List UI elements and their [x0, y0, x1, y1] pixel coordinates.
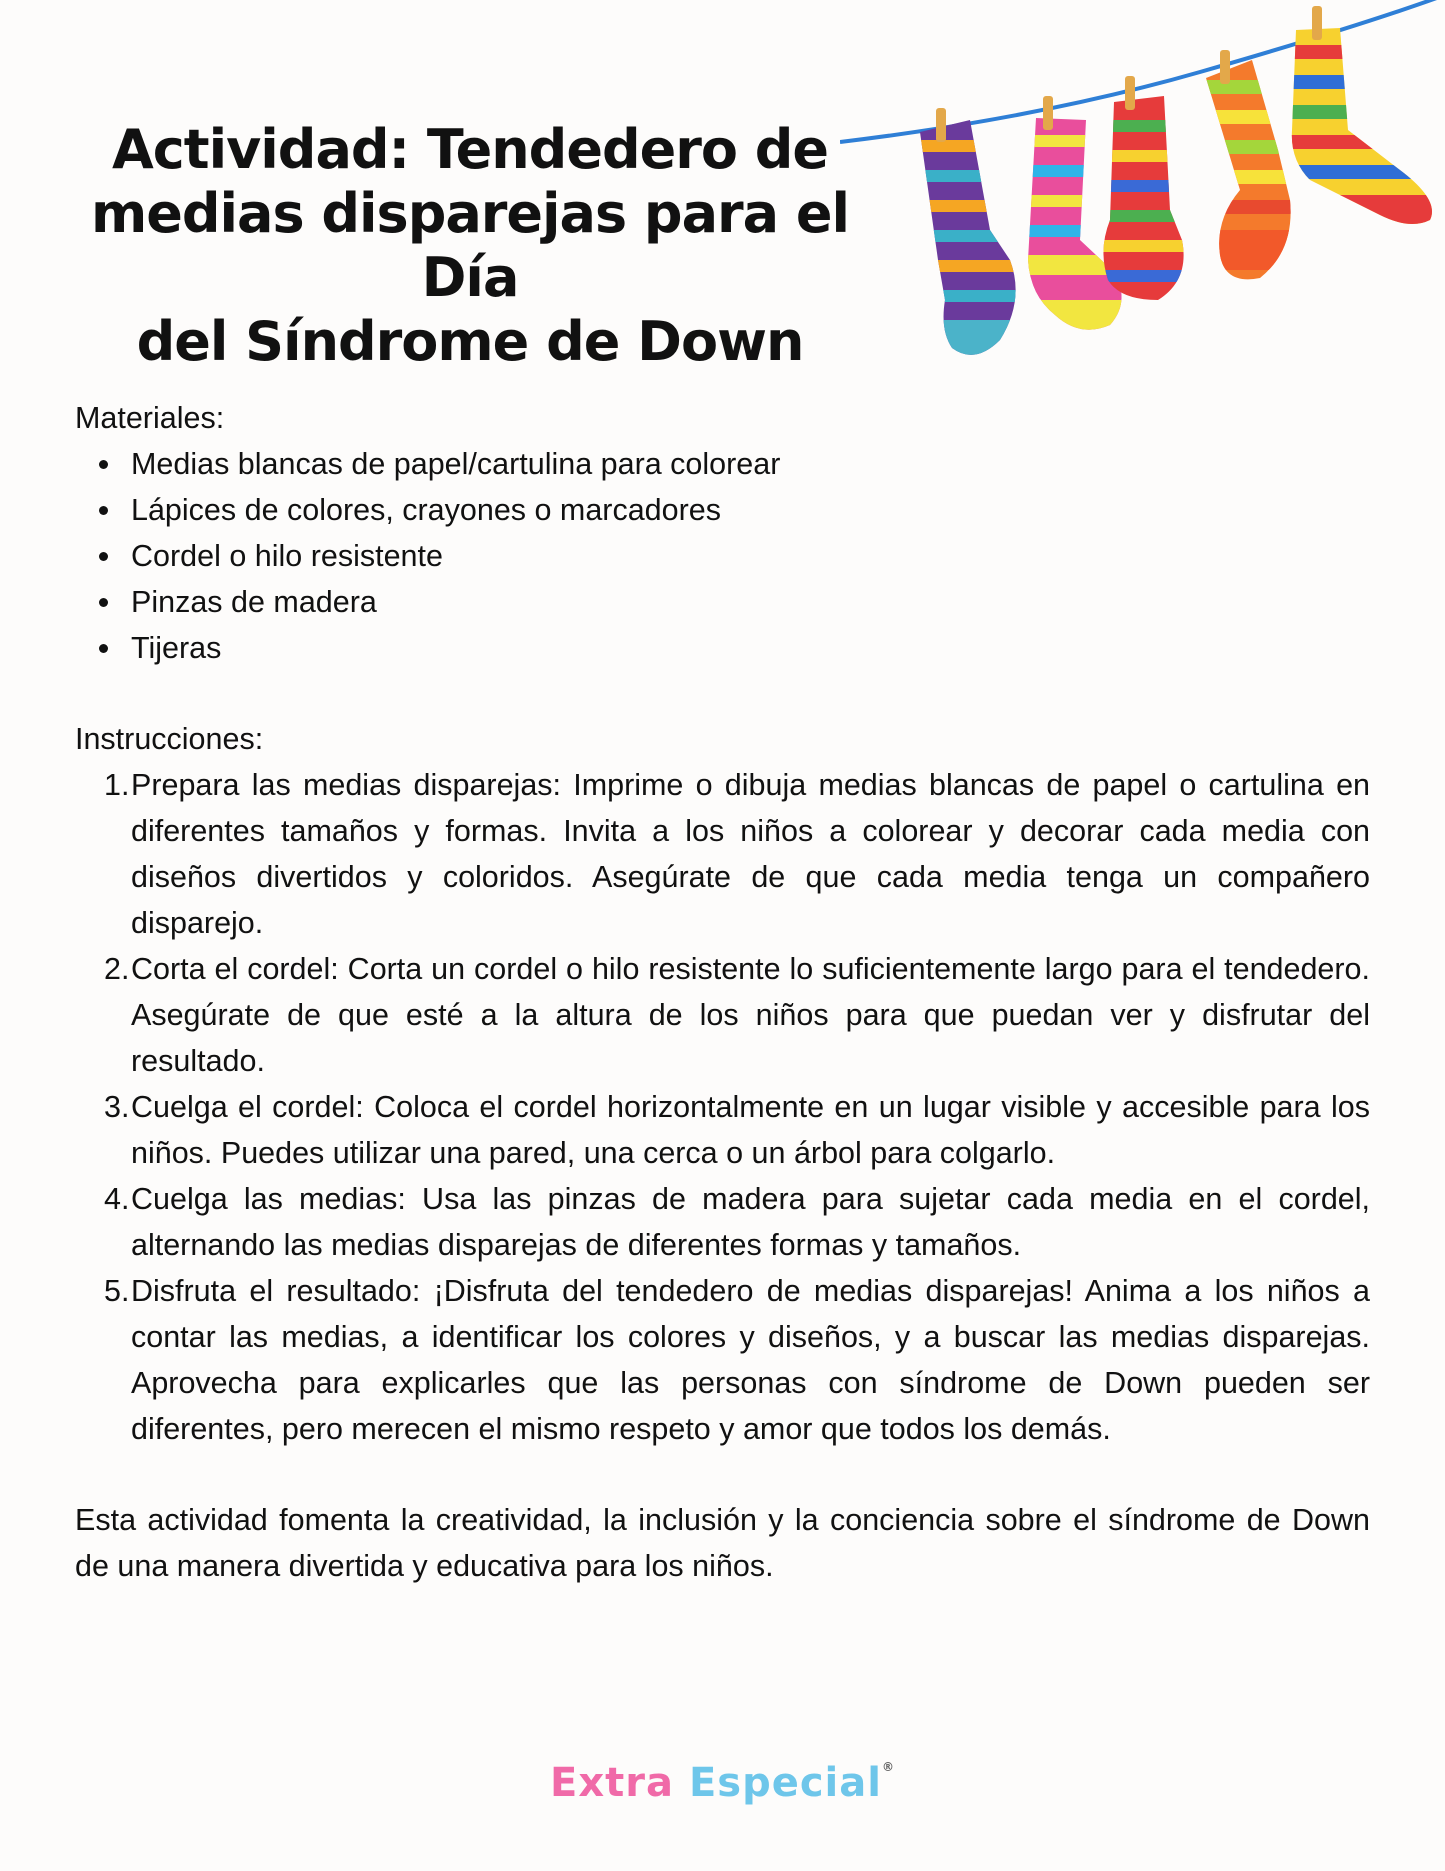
- brand-logo: [0, 1760, 1445, 1806]
- brand-part-2: Especial: [688, 1760, 882, 1806]
- list-item: Cordel o hilo resistente: [75, 533, 1370, 579]
- step-text: Prepara las medias disparejas: Imprime o dibuja medias blancas de papel o cartulina en diferentes tamaños y formas. Invita a los niños a colorear y decorar cada media con diseños divertidos y coloridos. Asegúrate de que cada media tenga un compañero disparejo.: [131, 768, 1370, 940]
- content: [75, 395, 1370, 1589]
- step-number: 1.: [104, 768, 130, 802]
- list-item: Medias blancas de papel/cartulina para colorear: [75, 441, 1370, 487]
- list-item: Pinzas de madera: [75, 579, 1370, 625]
- closing-paragraph: Esta actividad fomenta la creatividad, la inclusión y la conciencia sobre el síndrome de Down de una manera divertida y educativa para los niños.: [75, 1503, 1370, 1583]
- title-line-2: medias disparejas para el Día: [90, 182, 850, 309]
- socks-clothesline-icon: [840, 0, 1445, 380]
- title-line-1: Actividad: Tendedero de: [111, 118, 829, 181]
- brand-part-1: Extra: [550, 1760, 674, 1806]
- step-item: [75, 762, 1370, 946]
- page-title: [70, 118, 870, 374]
- step-item: [75, 1268, 1370, 1452]
- title-line-3: del Síndrome de Down: [136, 310, 804, 373]
- step-number: 3.: [104, 1090, 130, 1124]
- step-number: 5.: [104, 1274, 130, 1308]
- registered-mark: ®: [881, 1760, 895, 1774]
- step-text: Cuelga el cordel: Coloca el cordel horizontalmente en un lugar visible y accesible para los niños. Puedes utilizar una pared, una cerca o un árbol para colgarlo.: [131, 1090, 1370, 1170]
- step-text: Corta el cordel: Corta un cordel o hilo resistente lo suficientemente largo para el tendedero. Asegúrate de que esté a la altura de los niños para que puedan ver y disfrutar del resultado.: [131, 952, 1370, 1078]
- step-item: [75, 1176, 1370, 1268]
- materials-label: Materiales:: [75, 401, 225, 435]
- step-number: 4.: [104, 1182, 130, 1216]
- step-number: 2.: [104, 952, 130, 986]
- instructions-list: [75, 762, 1370, 1452]
- instructions-label: Instrucciones:: [75, 722, 264, 756]
- list-item: Lápices de colores, crayones o marcadores: [75, 487, 1370, 533]
- step-item: [75, 1084, 1370, 1176]
- step-text: Cuelga las medias: Usa las pinzas de madera para sujetar cada media en el cordel, alternando las medias disparejas de diferentes formas y tamaños.: [131, 1182, 1370, 1262]
- step-text: Disfruta el resultado: ¡Disfruta del tendedero de medias disparejas! Anima a los niños a contar las medias, a identificar los colores y diseños, y a buscar las medias disparejas. Aprovecha para explicarles que las personas con síndrome de Down pueden ser diferentes, pero merecen el mismo respeto y amor que todos los demás.: [131, 1274, 1370, 1446]
- step-item: [75, 946, 1370, 1084]
- materials-list: [75, 441, 1370, 671]
- list-item: Tijeras: [75, 625, 1370, 671]
